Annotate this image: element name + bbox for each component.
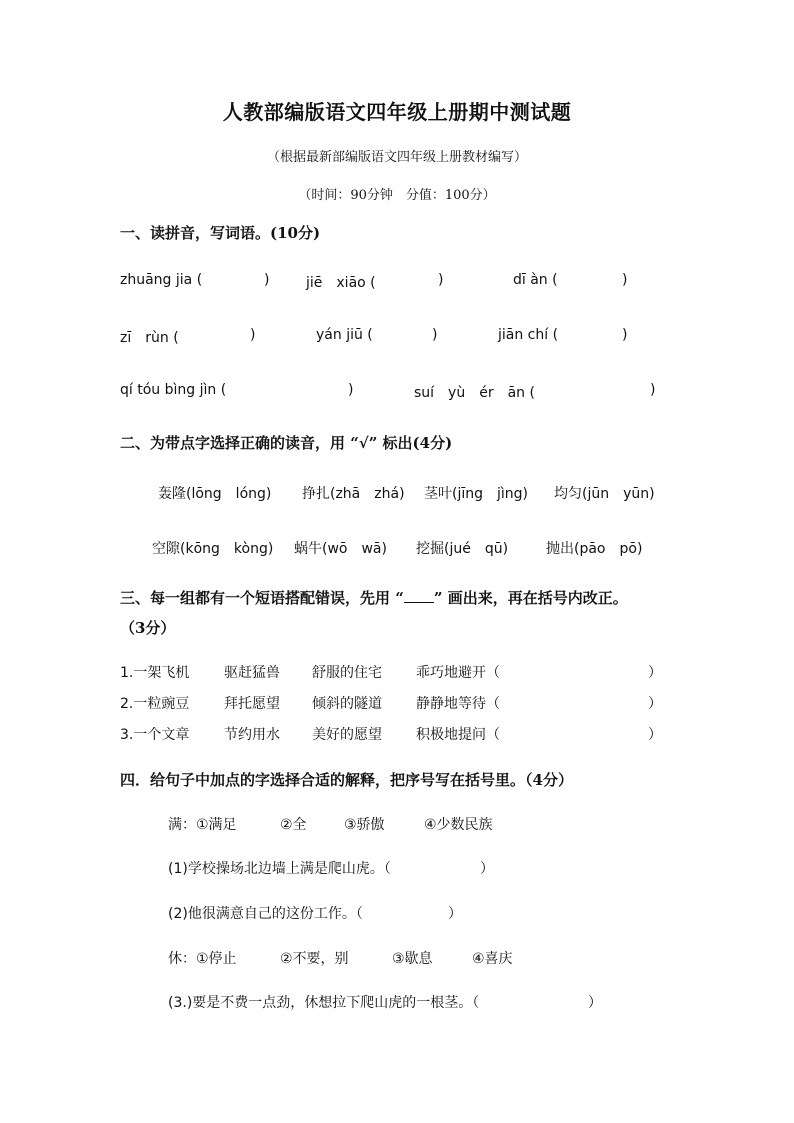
section-3-score: （3分） — [120, 619, 176, 637]
pinyin-item: jiān chí ( — [498, 327, 559, 343]
section-3-heading — [120, 587, 628, 608]
phrase: 美好的愿望 — [312, 727, 382, 743]
pinyin-close: ) — [250, 327, 256, 343]
phrase: 2.一粒豌豆 — [120, 696, 190, 712]
pinyin-item: yán jiū ( — [316, 327, 373, 343]
pinyin-item: suí yù ér ān ( — [414, 385, 535, 401]
pinyin-close: ) — [622, 272, 628, 288]
phrase: 乖巧地避开（ — [416, 665, 500, 681]
question-text: (1)学校操场北边墙上满是爬山虎。（ — [168, 861, 391, 877]
option: ④喜庆 — [472, 951, 513, 967]
paren-close: ） — [648, 665, 662, 681]
section-1-heading: 一、读拼音，写词语。(10分) — [120, 224, 321, 242]
option: ③歇息 — [392, 951, 433, 967]
option: 休：①停止 — [168, 951, 237, 967]
paren-close: ） — [648, 727, 662, 743]
reading-item: 轰隆(lōng lóng) — [158, 486, 272, 502]
option: ②全 — [280, 817, 307, 833]
option: 满：①满足 — [168, 817, 237, 833]
phrase: 舒服的住宅 — [312, 665, 382, 681]
pinyin-close: ) — [650, 382, 656, 398]
pinyin-item: qí tóu bìng jìn ( — [120, 382, 227, 398]
phrase: 3.一个文章 — [120, 727, 190, 743]
paren-close: ） — [448, 906, 462, 922]
pinyin-item: zī rùn ( — [120, 330, 179, 346]
phrase: 倾斜的隧道 — [312, 696, 382, 712]
reading-item: 蜗牛(wō wā) — [294, 541, 387, 557]
section-4-heading: 四．给句子中加点的字选择合适的解释，把序号写在括号里。（4分） — [120, 771, 573, 789]
pinyin-close: ) — [264, 272, 270, 288]
phrase: 驱赶猛兽 — [224, 665, 280, 681]
option: ④少数民族 — [424, 817, 493, 833]
pinyin-item: zhuāng jia ( — [120, 272, 203, 288]
reading-item: 挣扎(zhā zhá) — [302, 486, 405, 502]
section-3-heading-part-b: ” 画出来，再在括号内改正。 — [433, 589, 628, 607]
question-text: (3.)要是不费一点劲，休想拉下爬山虎的一根茎。（ — [168, 995, 480, 1011]
paren-close: ） — [588, 995, 602, 1011]
phrase: 积极地提问（ — [416, 727, 500, 743]
section-3-heading-part-a: 三、每一组都有一个短语搭配错误，先用 “ — [120, 589, 404, 607]
reading-item: 茎叶(jīng jìng) — [424, 486, 529, 502]
pinyin-close: ) — [622, 327, 628, 343]
reading-item: 空隙(kōng kòng) — [152, 541, 274, 557]
phrase: 节约用水 — [224, 727, 280, 743]
underline-blank — [404, 590, 434, 603]
pinyin-close: ) — [438, 272, 444, 288]
exam-meta: （时间：90分钟 分值：100分） — [298, 188, 496, 203]
phrase: 1.一架飞机 — [120, 665, 190, 681]
section-2-heading: 二、为带点字选择正确的读音，用 “√” 标出(4分) — [120, 434, 453, 452]
question-text: (2)他很满意自己的这份工作。（ — [168, 906, 363, 922]
paren-close: ） — [648, 696, 662, 712]
option: ③骄傲 — [344, 817, 385, 833]
reading-item: 挖掘(jué qū) — [416, 541, 509, 557]
phrase: 拜托愿望 — [224, 696, 280, 712]
paren-close: ） — [480, 861, 494, 877]
option: ②不要，别 — [280, 951, 349, 967]
page-title: 人教部编版语文四年级上册期中测试题 — [222, 100, 572, 124]
phrase: 静静地等待（ — [416, 696, 500, 712]
pinyin-item: dī àn ( — [513, 272, 558, 288]
pinyin-close: ) — [348, 382, 354, 398]
reading-item: 抛出(pāo pō) — [546, 541, 643, 557]
pinyin-item: jiē xiāo ( — [306, 275, 376, 291]
reading-item: 均匀(jūn yūn) — [554, 486, 655, 502]
pinyin-close: ) — [432, 327, 438, 343]
page-subtitle: （根据最新部编版语文四年级上册教材编写） — [266, 150, 527, 165]
